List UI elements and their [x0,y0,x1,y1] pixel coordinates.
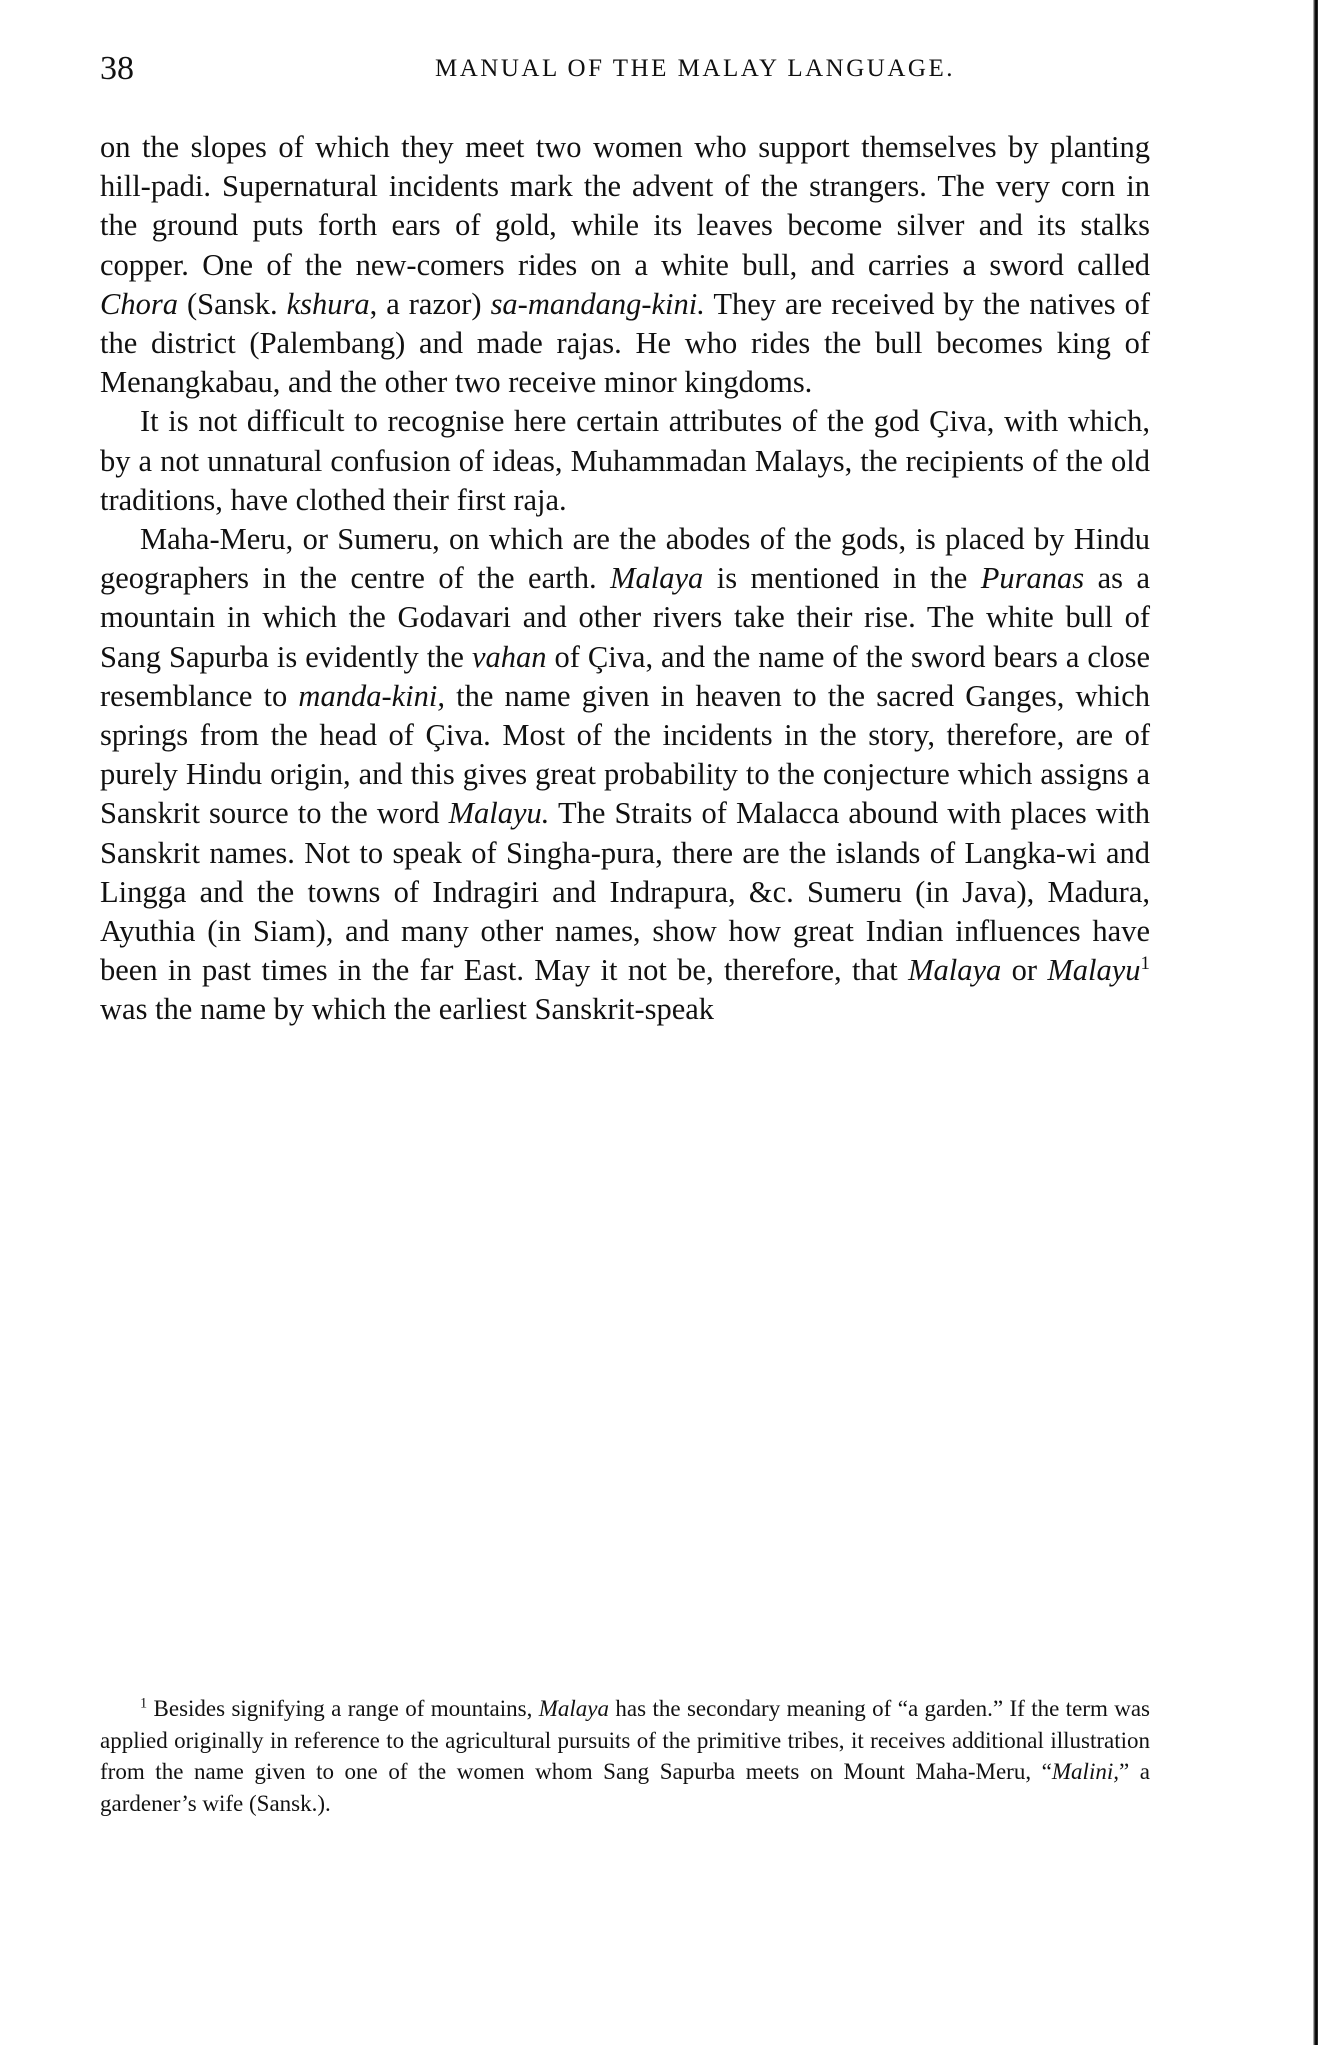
footnote-marker: 1 [140,1695,148,1712]
text-span: on the slopes of which they meet two women who support themselves by planting hill-padi. Supernatural incidents mark the advent of the strangers. The very corn in the ground puts forth ears of gold, while its leaves become silver and its stalks copper. One of the new-comers rides on a white bull, and carries a sword called [100,130,1150,282]
footnote-reference: 1 [1140,953,1150,975]
page-number: 38 [100,50,134,87]
italic-term: Malayu. [448,796,550,831]
italic-term: Malini, [1051,1759,1119,1784]
text-span: ” a gardener’s wife (Sansk.). [100,1759,1150,1816]
text-span: as a mountain in which the Godavari and other rivers take their rise. The white bull of Sang Sapurba is evidently the [100,561,1150,674]
text-span: They are received by the natives of the district (Palembang) and made rajas. He who rides the bull becomes king of Menangkabau, and the other two receive minor kingdoms. [100,286,1150,400]
italic-term: Puranas [980,561,1085,596]
italic-term: manda-kini, [298,678,445,713]
text-span: is mentioned in the [703,561,981,596]
page-edge-shadow [1313,0,1318,2045]
italic-term: Malaya [610,561,704,596]
text-span: or [1001,953,1048,988]
footnote [100,1693,1150,1819]
italic-term: Chora [100,286,178,321]
text-span: Maha-Meru, or Sumeru, on which are the abodes of the gods, is placed by Hindu geographers in the centre of the earth. [100,522,1150,596]
italic-term: Malayu [1047,953,1141,988]
italic-term: kshura [286,286,370,321]
italic-term: Malaya [908,953,1002,988]
text-span: of Çiva, and the name of the sword bears a close resemblance to [100,639,1150,713]
text-span: Besides signifying a range of mountains, [147,1696,539,1721]
text-span: was the name by which the earliest Sanskrit-speak [100,992,715,1027]
paragraph-1 [100,128,1150,402]
text-span: the name given in heaven to the sacred Ganges, which springs from the head of Çiva. Most of the incidents in the story, therefore, are of purely Hindu origin, and this gives great probability to the conjecture which assigns a Sanskrit source to the word [100,678,1150,831]
italic-term: vahan [471,639,547,674]
text-span: has the secondary meaning of “a garden.” If the term was applied originally in reference to the agricultural pursuits of the primitive tribes, it receives additional illustration from the name given to one of the women whom Sang Sapurba meets on Mount Maha-Meru, “ [100,1696,1150,1784]
text-span: , a razor) [369,286,491,321]
body-text [100,128,1150,1030]
running-title: MANUAL OF THE MALAY LANGUAGE. [435,55,955,82]
paragraph-3 [100,520,1150,1030]
paragraph-2 [100,402,1150,520]
italic-term: sa-mandang-kini. [490,286,705,321]
text-span: It is not difficult to recognise here certain attributes of the god Çiva, with which, by a not unnatural confusion of ideas, Muhammadan Malays, the recipients of the old traditions, have clothed their first raja. [100,404,1150,517]
italic-term: Malaya [538,1696,610,1721]
text-span: The Straits of Malacca abound with places with Sanskrit names. Not to speak of Singha-pura, there are the islands of Langka-wi and Lingga and the towns of Indragiri and Indrapura, &c. Sumeru (in Java), Madura, Ayuthia (in Siam), and many other names, show how great Indian influences have been in past times in the far East. May it not be, therefore, that [100,796,1150,988]
running-head [100,44,1160,94]
text-span: (Sansk. [177,286,287,321]
